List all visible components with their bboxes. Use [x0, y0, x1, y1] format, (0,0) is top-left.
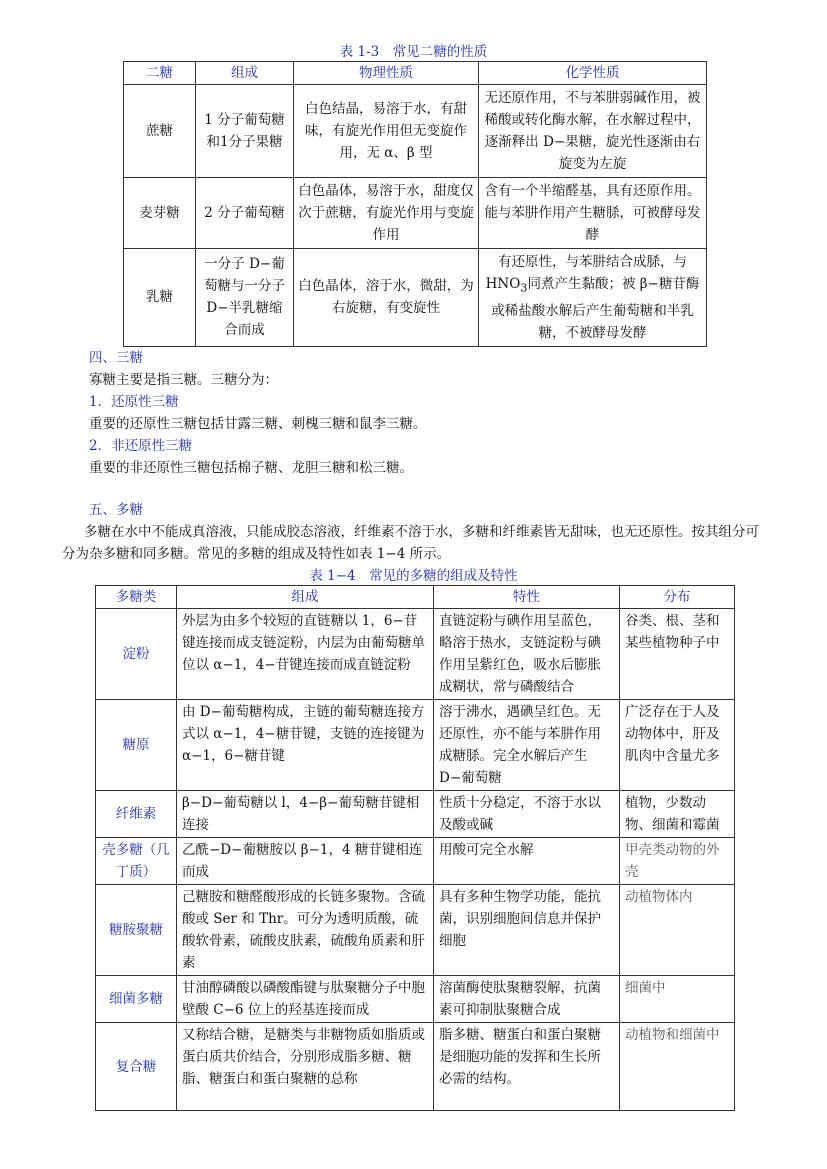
table-row [124, 85, 707, 178]
distribution-cell: 广泛存在于人及动物体中，肝及肌肉中含量尤多 [620, 700, 735, 791]
property-cell: 用酸可完全水解 [434, 838, 620, 885]
disaccharide-name: 麦芽糖 [124, 178, 196, 249]
column-header: 多糖类 [96, 586, 177, 609]
column-header: 组成 [196, 62, 294, 85]
table-header-row [96, 586, 735, 609]
distribution-cell: 动植物和细菌中 [620, 1023, 735, 1111]
column-header: 组成 [177, 586, 434, 609]
section-heading: 四、三糖 [89, 350, 143, 366]
disaccharide-name: 乳糖 [124, 249, 196, 347]
composition-cell: β−D−葡萄糖以 l，4−β−葡萄糖苷键相连接 [177, 791, 434, 838]
distribution-cell: 谷类、根、茎和某些植物种子中 [620, 609, 735, 700]
column-header: 特性 [434, 586, 620, 609]
table-row [96, 791, 735, 838]
composition-cell: 2 分子葡萄糖 [196, 178, 294, 249]
property-cell: 性质十分稳定，不溶于水以及酸或碱 [434, 791, 620, 838]
chemical-text-part: 有还原性，与苯肼结合成脎，与HNO [485, 254, 687, 292]
property-cell: 具有多种生物学功能，能抗菌，识别细胞间信息并保护细胞 [434, 885, 620, 976]
table-1-4-caption: 表 1−4 常见的多糖的组成及特性 [309, 568, 518, 584]
composition-cell: 由 D−葡萄糖构成，主链的葡萄糖连接方式以 α−1，4−糖苷键，支链的连接键为 α−1，6−糖苷键 [177, 700, 434, 791]
composition-cell: 外层为由多个较短的直链糖以 1，6−苷键连接而成支链淀粉，内层为由葡萄糖单位以 α−1，4−苷键连接而成直链淀粉 [177, 609, 434, 700]
table-row [96, 838, 735, 885]
polysaccharide-name: 纤维素 [96, 791, 177, 838]
disaccharide-name: 蔗糖 [124, 85, 196, 178]
distribution-cell: 细菌中 [620, 976, 735, 1023]
section-paragraph: 多糖在水中不能成真溶液，只能成胶态溶液，纤维素不溶于水，多糖和纤维素皆无甜味，也无还原性。按其组分可分为杂多糖和同多糖。常见的多糖的组成及特性如表 1−4 所示。 [62, 524, 759, 562]
physical-property-cell: 白色结晶，易溶于水，有甜味，有旋光作用但无变旋作用，无 α、β 型 [294, 85, 479, 178]
distribution-cell: 动植物体内 [620, 885, 735, 976]
property-cell: 直链淀粉与碘作用呈蓝色，略溶于热水，支链淀粉与碘作用呈紫红色，吸水后膨胀成糊状，常与磷酸结合 [434, 609, 620, 700]
section-intro: 寡糖主要是指三糖。三糖分为： [89, 372, 278, 388]
polysaccharide-name: 复合糖 [96, 1023, 177, 1111]
column-header: 化学性质 [479, 62, 707, 85]
table-1-3-caption: 表 1-3 常见二糖的性质 [339, 44, 488, 60]
composition-cell: 甘油醇磷酸以磷酸酯键与肽聚糖分子中胞壁酸 C−6 位上的羟基连接而成 [177, 976, 434, 1023]
chemical-property-cell [479, 249, 707, 347]
physical-property-cell: 白色晶体，易溶于水，甜度仅次于蔗糖，有旋光作用与变旋作用 [294, 178, 479, 249]
table-row [96, 885, 735, 976]
table-header-row [124, 62, 707, 85]
composition-cell: 又称结合糖，是糖类与非糖物质如脂质或蛋白质共价结合，分别形成脂多糖、糖脂、糖蛋白和蛋白聚糖的总称 [177, 1023, 434, 1111]
polysaccharide-name: 壳多糖（几丁质） [96, 838, 177, 885]
table-row [96, 976, 735, 1023]
table-row [124, 178, 707, 249]
composition-cell: 乙酰−D−葡糖胺以 β−1，4 糖苷键相连而成 [177, 838, 434, 885]
subsection-heading: 1．还原性三糖 [89, 394, 179, 410]
table-1-3 [123, 61, 707, 347]
composition-cell: 1 分子葡萄糖和1分子果糖 [196, 85, 294, 178]
chemical-property-cell: 无还原作用，不与苯肼弱碱作用，被稀酸或转化酶水解，在水解过程中，逐渐释出 D−果糖，旋光性逐渐由右旋变为左旋 [479, 85, 707, 178]
table-row [96, 1023, 735, 1111]
polysaccharide-name: 淀粉 [96, 609, 177, 700]
distribution-cell: 植物，少数动物、细菌和霉菌 [620, 791, 735, 838]
property-cell: 溶菌酶使肽聚糖裂解，抗菌素可抑制肽聚糖合成 [434, 976, 620, 1023]
subsection-text: 重要的还原性三糖包括甘露三糖、刺槐三糖和鼠李三糖。 [89, 416, 427, 432]
polysaccharide-name: 糖原 [96, 700, 177, 791]
subsection-heading: 2．非还原性三糖 [89, 438, 193, 454]
table-row [96, 700, 735, 791]
subsection-text: 重要的非还原性三糖包括棉子糖、龙胆三糖和松三糖。 [89, 460, 413, 476]
property-cell: 溶于沸水，遇碘呈红色。无还原性，亦不能与苯肼作用成糖脎。完全水解后产生 D−葡萄糖 [434, 700, 620, 791]
chemical-text-part: 同煮产生黏酸；被 β−糖苷酶或稀盐酸水解后产生葡萄糖和半乳糖，不被酵母发酵 [491, 276, 700, 341]
composition-cell: 一分子 D−葡萄糖与一分子 D−半乳糖缩合而成 [196, 249, 294, 347]
column-header: 分布 [620, 586, 735, 609]
section-heading: 五、多糖 [89, 502, 143, 518]
polysaccharide-name: 细菌多糖 [96, 976, 177, 1023]
chemical-property-cell: 含有一个半缩醛基，具有还原作用。能与苯肼作用产生糖脎，可被酵母发酵 [479, 178, 707, 249]
physical-property-cell: 白色晶体，溶于水，微甜，为右旋糖，有变旋性 [294, 249, 479, 347]
table-row [124, 249, 707, 347]
polysaccharide-name: 糖胺聚糖 [96, 885, 177, 976]
table-row [96, 609, 735, 700]
property-cell: 脂多糖、糖蛋白和蛋白聚糖是细胞功能的发挥和生长所必需的结构。 [434, 1023, 620, 1111]
column-header: 二糖 [124, 62, 196, 85]
distribution-cell: 甲壳类动物的外壳 [620, 838, 735, 885]
composition-cell: 己糖胺和糖醛酸形成的长链多聚物。含硫酸或 Ser 和 Thr。可分为透明质酸，硫酸软骨素，硫酸皮肤素，硫酸角质素和肝素 [177, 885, 434, 976]
table-1-4 [95, 585, 735, 1111]
column-header: 物理性质 [294, 62, 479, 85]
subscript: 3 [520, 281, 528, 295]
